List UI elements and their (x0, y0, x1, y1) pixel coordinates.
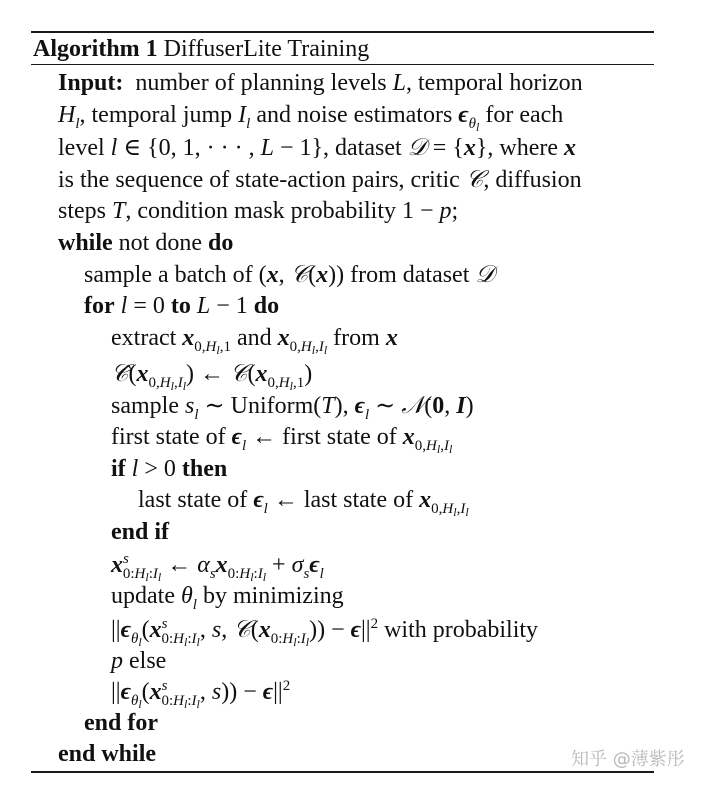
statement-text: extract (111, 325, 177, 351)
input-text: is the sequence of state-action pairs, critic (58, 167, 460, 193)
statement-text: and (236, 325, 272, 351)
input-text: , dataset (323, 135, 402, 161)
input-text: , where (487, 135, 559, 161)
input-keyword: Input: (58, 70, 124, 96)
statement-text: update (111, 583, 175, 609)
input-line-2: $H_l$, temporal jump $I_l$ and noise estimators $\epsilon_{\theta_l}$ for each (58, 102, 564, 134)
statement-text: sample a batch of (84, 262, 253, 288)
statement-text: first state of (111, 424, 226, 450)
statement-text: not done (118, 230, 202, 256)
algorithm-label: Algorithm 1 (33, 36, 158, 62)
input-line-5: steps T, condition mask probability 1 − p; (58, 198, 459, 224)
input-text: number of planning levels (135, 70, 387, 96)
while-line (58, 228, 233, 258)
forward-diffusion-line: $x^s_{0:H_l:I_l}$ ← $\alpha_sx_{0:H_l:I_l} + \sigma_s\epsilon_l$ (111, 551, 324, 584)
end-while-keyword: end while (58, 741, 157, 767)
loss-line-3: $||\epsilon_{\theta_l}(x^s_{0:H_l:I_l}$, $s)) - \epsilon||^2$ (111, 678, 291, 711)
input-text: for each (485, 102, 564, 128)
end-if-line (111, 517, 169, 547)
watermark: 知乎 @薄紫彤 (571, 749, 685, 770)
end-while-line (58, 739, 156, 769)
bottom-rule (31, 771, 654, 773)
statement-text: sample (111, 393, 179, 419)
input-line-4: is the sequence of state-action pairs, critic 𝒞, diffusion (58, 165, 582, 193)
extract-line: extract $x_{0,H_l,1}$ and $x_{0,H_l,I_l}$ from x (111, 325, 398, 357)
last-state-line: last state of $\epsilon_l$ ← last state of $x_{0,H_l,I_l}$ (138, 487, 469, 519)
title-rule (31, 64, 654, 65)
algorithm-title (33, 34, 369, 64)
statement-text: with probability (384, 617, 539, 643)
loss-line-2: p else (111, 648, 167, 674)
input-line-1: Input: number of planning levels L, temporal horizon (58, 70, 583, 96)
statement-text: from dataset (350, 262, 470, 288)
end-for-line (84, 708, 158, 738)
for-line: for l = 0 to L − 1 do (84, 293, 280, 319)
statement-text: last state of (138, 487, 248, 513)
input-text: , temporal horizon (406, 70, 583, 96)
input-text: , diffusion (483, 167, 582, 193)
loss-line-1: $||\epsilon_{\theta_l}(x^s_{0:H_l:I_l}$, s, $𝒞(x_{0:H_l:I_l})) - \epsilon||^2$ with probability (111, 615, 539, 649)
update-line: update $\theta_l$ by minimizing (111, 583, 344, 613)
do-keyword: do (208, 230, 234, 256)
if-line: if l > 0 then (111, 456, 228, 482)
input-text: steps (58, 198, 106, 224)
critic-assign-line: $𝒞̂(x_{0,H_l,I_l})$ ← $𝒞(x_{0,H_l,1})$ (111, 359, 313, 393)
statement-text: first state of (282, 424, 397, 450)
algorithm-name: DiffuserLite Training (163, 36, 370, 62)
input-text: , condition mask probability (125, 198, 396, 224)
input-text: , temporal jump (79, 102, 233, 128)
sample-noise-line: sample $s_l$ ∼ Uniform(T), $\epsilon_l$ ∼ 𝒩(0, I) (111, 391, 474, 423)
statement-text: by minimizing (202, 583, 344, 609)
statement-text: from (333, 325, 380, 351)
top-rule (31, 31, 654, 33)
end-for-keyword: end for (84, 710, 158, 736)
end-if-keyword: end if (111, 519, 170, 545)
first-state-line: first state of $\epsilon_l$ ← first state of $x_{0,H_l,I_l}$ (111, 424, 453, 456)
to-keyword: to (170, 293, 191, 319)
then-keyword: then (181, 456, 228, 482)
for-keyword: for (84, 293, 115, 319)
input-text: level (58, 135, 105, 161)
input-text: and noise estimators (256, 102, 453, 128)
input-line-3: level l ∈ {0, 1, · · · , L − 1}, dataset 𝒟 = {x}, where x (58, 133, 577, 161)
statement-text: Uniform (230, 393, 314, 419)
while-keyword: while (58, 230, 113, 256)
do-keyword: do (253, 293, 280, 319)
statement-text: last state of (303, 487, 414, 513)
statement-text: else (129, 648, 167, 674)
if-keyword: if (111, 456, 126, 482)
sample-batch-line: sample a batch of (x, 𝒞(x)) from dataset 𝒟 (84, 260, 495, 288)
